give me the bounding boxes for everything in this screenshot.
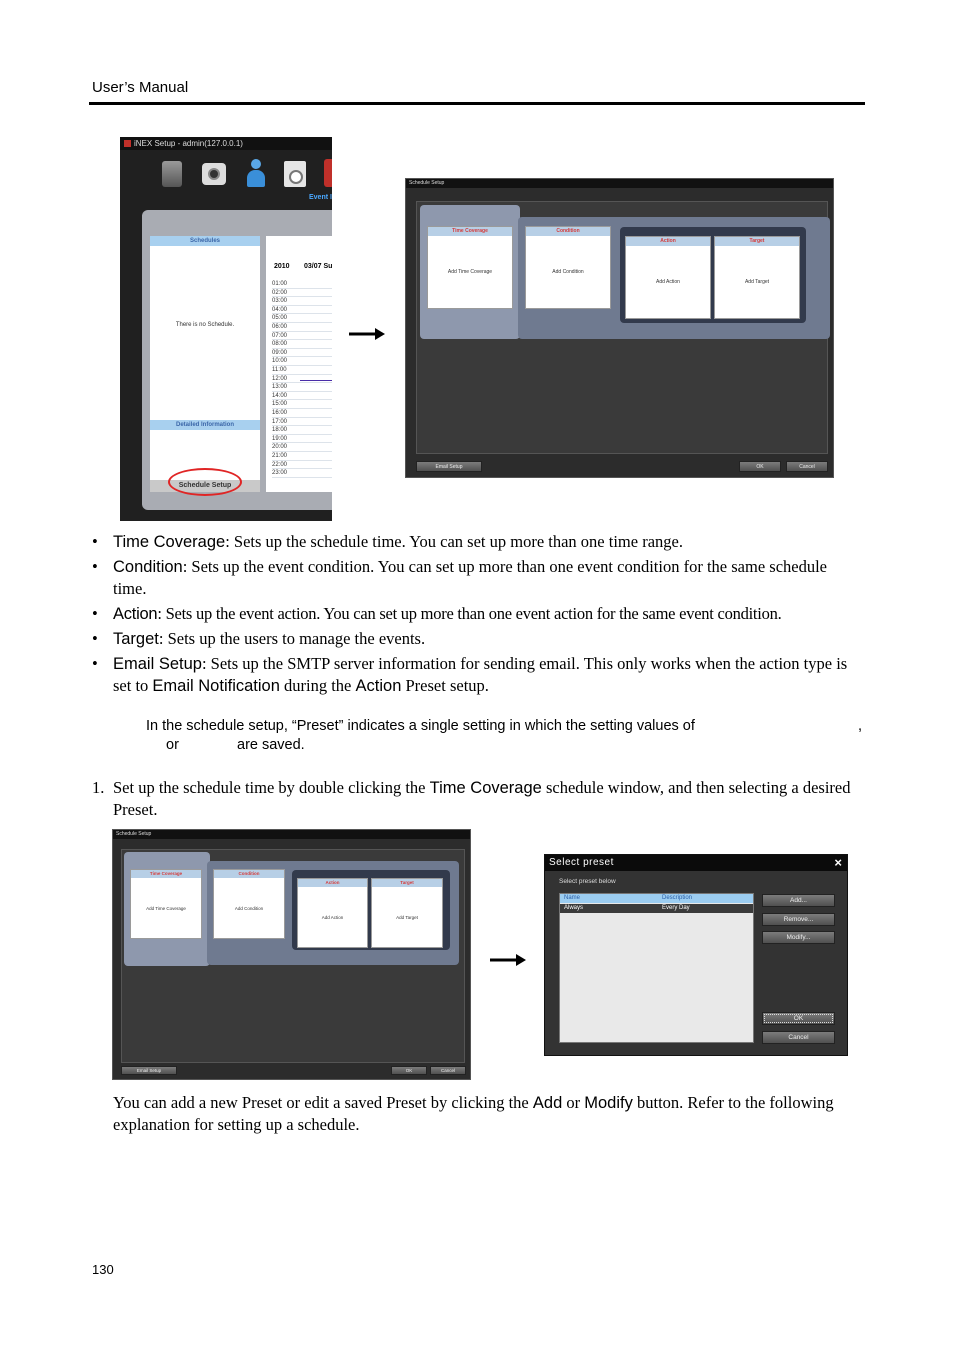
hour-row: 13:00 [272, 383, 332, 392]
hour-row: 20:00 [272, 443, 332, 452]
hour-row: 05:00 [272, 314, 332, 323]
note-comma: , [858, 718, 863, 734]
preset-ok-button[interactable]: OK [762, 1012, 835, 1025]
condition-card[interactable] [525, 226, 611, 309]
target-header: Target [715, 237, 799, 246]
action-card[interactable] [297, 878, 368, 948]
bullet-target: • Target: Sets up the users to manage the events. [92, 628, 864, 650]
hour-row: 07:00 [272, 332, 332, 341]
preset-name: Always [564, 905, 584, 911]
app-logo-icon [124, 140, 131, 147]
hour-row: 01:00 [272, 280, 332, 289]
dialog-title: Schedule Setup [406, 179, 833, 188]
schedule-setup-dialog-1 [405, 178, 834, 478]
schedule-setup-button[interactable]: Schedule Setup [150, 480, 260, 492]
add-time-coverage[interactable]: Add Time Coverage [146, 906, 186, 911]
hour-row: 04:00 [272, 306, 332, 315]
condition-header: Condition [214, 870, 284, 878]
bullet-condition: • Condition: Sets up the event condition. You can set up more than one event condition for the same schedule time. [92, 556, 864, 600]
add-action[interactable]: Add Action [656, 279, 680, 285]
remove-button[interactable]: Remove... [762, 913, 835, 926]
event-schedule-icon[interactable] [284, 161, 306, 187]
note-or: or [166, 737, 179, 753]
hour-row: 10:00 [272, 357, 332, 366]
bullet-email-setup: • Email Setup: Sets up the SMTP server information for sending email. This only works when the action type is set to Email Notification during the Action Preset setup. [92, 653, 864, 697]
note-line-1: In the schedule setup, “Preset” indicates a single setting in which the setting values of [146, 718, 695, 734]
hour-row: 02:00 [272, 289, 332, 298]
time-coverage-card[interactable] [427, 226, 513, 309]
target-card[interactable] [714, 236, 800, 319]
calendar-date: 03/07 Su [304, 263, 332, 270]
hour-row: 21:00 [272, 452, 332, 461]
setup-panel [142, 210, 332, 510]
arrow-right-icon [490, 954, 526, 966]
schedules-header: Schedules [150, 236, 260, 246]
current-time-line [300, 380, 332, 381]
header-rule [89, 102, 865, 105]
add-action[interactable]: Add Action [321, 915, 344, 920]
detailed-info-header: Detailed Information [150, 420, 260, 430]
hour-row: 06:00 [272, 323, 332, 332]
step-1-text: Set up the schedule time by double clicking the Time Coverage schedule window, and then selecting a desired Preset. [113, 778, 851, 819]
ok-button[interactable]: OK [739, 461, 781, 472]
schedule-setup-dialog-2 [112, 829, 471, 1080]
storage-icon[interactable] [162, 161, 182, 187]
note-saved: are saved. [237, 737, 305, 753]
hour-row: 03:00 [272, 297, 332, 306]
email-setup-button[interactable]: Email Setup [121, 1066, 177, 1075]
add-target[interactable]: Add Target [396, 915, 418, 920]
hour-row: 16:00 [272, 409, 332, 418]
add-time-coverage[interactable]: Add Time Coverage [447, 269, 493, 275]
step-1-number: 1. [92, 778, 105, 797]
hour-row: 18:00 [272, 426, 332, 435]
calendar-view [266, 236, 332, 492]
empty-schedule-text: There is no Schedule. [175, 322, 235, 328]
bullet-time-coverage: • Time Coverage: Sets up the schedule time. You can set up more than one time range. [92, 531, 864, 553]
preset-cancel-button[interactable]: Cancel [762, 1031, 835, 1044]
inex-setup-screenshot [120, 137, 332, 521]
hour-row: 23:00 [272, 469, 332, 478]
preset-row-selected[interactable] [560, 904, 753, 913]
email-setup-button[interactable]: Email Setup [416, 461, 482, 472]
condition-card[interactable] [213, 869, 285, 939]
cancel-button[interactable]: Cancel [786, 461, 828, 472]
time-coverage-card[interactable] [130, 869, 202, 939]
preset-prompt: Select preset below [559, 878, 616, 885]
hour-row: 09:00 [272, 349, 332, 358]
bullet-action: • Action: Sets up the event action. You can set up more than one event action for the same event condition. [92, 603, 864, 625]
preset-description: Every Day [662, 905, 690, 911]
column-name[interactable]: Name [564, 895, 581, 901]
close-icon[interactable]: × [834, 855, 842, 870]
window-title: iNEX Setup - admin(127.0.0.1) [134, 139, 243, 148]
user-icon[interactable] [246, 159, 266, 189]
page-header: User’s Manual [92, 79, 189, 96]
hour-row: 19:00 [272, 435, 332, 444]
dialog-title: Schedule Setup [113, 830, 470, 839]
action-header: Action [298, 879, 367, 887]
event-tab-icon[interactable] [324, 159, 332, 187]
add-condition[interactable]: Add Condition [552, 269, 584, 275]
hour-row: 14:00 [272, 392, 332, 401]
condition-header: Condition [526, 227, 610, 236]
select-preset-dialog [544, 854, 848, 1056]
column-description[interactable]: Description [662, 895, 693, 901]
modify-button[interactable]: Modify... [762, 931, 835, 944]
action-card[interactable] [625, 236, 711, 319]
hour-row: 22:00 [272, 461, 332, 470]
hour-row: 15:00 [272, 400, 332, 409]
preset-dialog-title: Select preset [549, 857, 614, 868]
cancel-button[interactable]: Cancel [430, 1066, 466, 1075]
highlight-circle [168, 468, 242, 496]
add-condition[interactable]: Add Condition [234, 906, 264, 911]
target-header: Target [372, 879, 442, 887]
camera-icon[interactable] [202, 163, 226, 185]
target-card[interactable] [371, 878, 443, 948]
ok-button[interactable]: OK [391, 1066, 427, 1075]
action-header: Action [626, 237, 710, 246]
hour-row: 17:00 [272, 418, 332, 427]
hour-row: 11:00 [272, 366, 332, 375]
time-coverage-header: Time Coverage [428, 227, 512, 236]
page-number: 130 [92, 1262, 114, 1277]
event-tab-label[interactable]: Event I [309, 194, 332, 201]
feature-list [92, 531, 864, 700]
preset-explanation: You can add a new Preset or edit a saved Preset by clicking the Add or Modify button. Refer to the following explanation for setting up a schedule. [113, 1093, 834, 1134]
add-button[interactable]: Add... [762, 894, 835, 907]
add-target[interactable]: Add Target [744, 279, 770, 285]
time-coverage-header: Time Coverage [131, 870, 201, 878]
hour-row: 12:00 [272, 375, 332, 384]
calendar-year: 2010 [274, 263, 290, 270]
arrow-right-icon [349, 328, 385, 340]
preset-list-header [560, 894, 753, 903]
hour-row: 08:00 [272, 340, 332, 349]
preset-list[interactable] [559, 893, 754, 1043]
